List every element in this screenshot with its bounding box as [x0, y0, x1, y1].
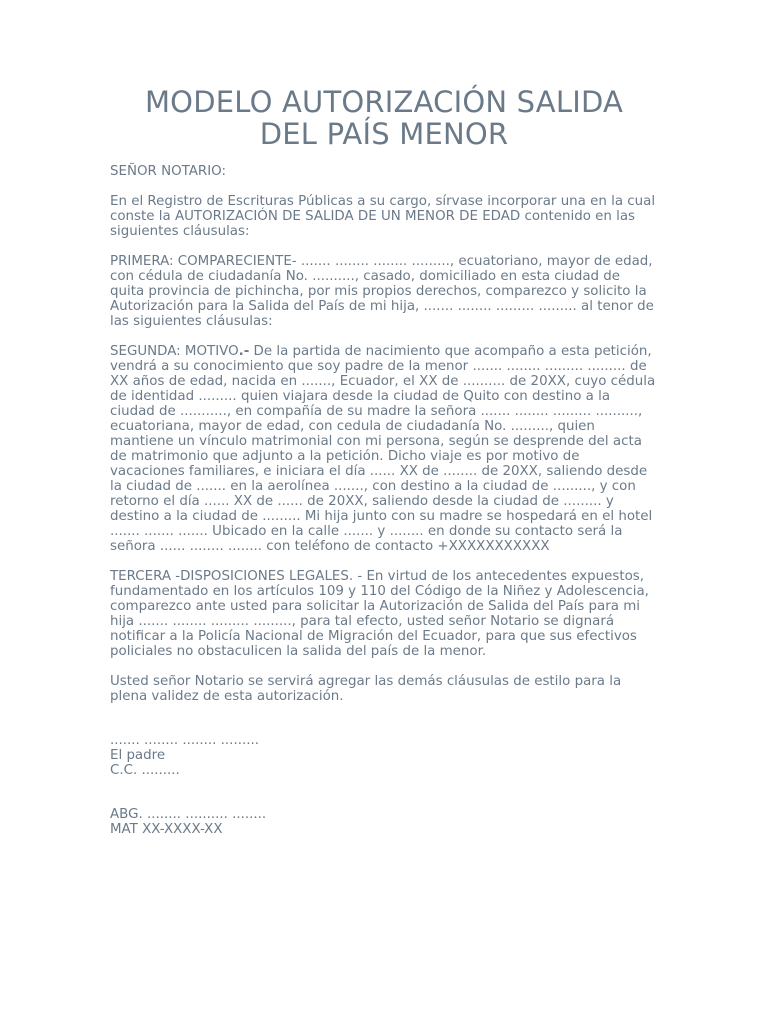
document-title [110, 86, 658, 150]
clause-segunda [110, 344, 658, 554]
closing-paragraph: Usted señor Notario se servirá agregar las demás cláusulas de estilo para la plena validez de esta autorización. [110, 674, 622, 704]
salutation: SEÑOR NOTARIO: [110, 164, 227, 179]
lawyer-name: ABG. ........ .......... ........ [110, 807, 267, 822]
clause-segunda-label: SEGUNDA: MOTIVO [110, 344, 239, 359]
signature-role: El padre [110, 748, 166, 763]
clause-primera: PRIMERA: COMPARECIENTE- ....... ........ ........ ........., ecuatoriano, mayor de edad, con cédula de ciudadanía No. .........., casado, domiciliado en esta ciudad de quita provincia de pichincha, por mis propios derechos, comparezco y solicito la Autorización para la Salida del País de mi hija, ....... ........ ......... ......... al tenor de las siguientes cláusulas: [110, 254, 654, 329]
title-line-1: MODELO AUTORIZACIÓN SALIDA [144, 85, 624, 119]
intro-paragraph: En el Registro de Escrituras Públicas a su cargo, sírvase incorporar una en la cual conste la AUTORIZACIÓN DE SALIDA DE UN MENOR DE EDAD contenido en las siguientes cláusulas: [110, 194, 656, 239]
signature-block [110, 733, 658, 778]
clause-segunda-dash: .- [238, 344, 250, 359]
clause-tercera: TERCERA -DISPOSICIONES LEGALES. - En virtud de los antecedentes expuestos, fundamentado en los artículos 109 y 110 del Código de la Niñez y Adolescencia, comparezco ante usted para solicitar la Autorización de Salida del País para mi hija ....... ........ ......... ........., para tal efecto, usted señor Notario se dignará notificar a la Policía Nacional de Migración del Ecuador, para que sus efectivos policiales no obstaculicen la salida del país de la menor. [110, 569, 649, 659]
signature-cc: C.C. ......... [110, 763, 180, 778]
document-page [110, 86, 658, 837]
clause-segunda-body: De la partida de nacimiento que acompaño a esta petición, vendrá a su conocimiento que soy padre de la menor ....... ........ ......... ......... de XX años de edad, nacida en ......., Ecuador, el XX de .......... de 20XX, cuyo cédula de identidad ......... quien viajara desde la ciudad de Quito con destino a la ciudad de ..........., en compañía de su madre la señora ....... ........ ......... .........., ecuatoriana, mayor de edad, con cedula de ciudadanía No. ........., quien mantiene un vínculo matrimonial con mi persona, según se desprende del acta de matrimonio que adjunto a la petición. Dicho viaje es por motivo de vacaciones familiares, e iniciara el día ...... XX de ........ de 20XX, saliendo desde la ciudad de ....... en la aerolínea ......., con destino a la ciudad de ........., y con retorno el día ...... XX de ...... de 20XX, saliendo desde la ciudad de ......... y destino a la ciudad de ......... Mi hija junto con su madre se hospedará en el hotel ....... ....... ....... Ubicado en la calle ....... y ........ en donde su contacto será la señora ...... ........ ........ con teléfono de contacto +XXXXXXXXXXX [110, 344, 656, 554]
lawyer-block [110, 807, 658, 837]
signature-dots: ....... ........ ........ ......... [110, 733, 259, 748]
lawyer-registration: MAT XX-XXXX-XX [110, 822, 223, 837]
title-line-2: DEL PAÍS MENOR [259, 117, 509, 151]
